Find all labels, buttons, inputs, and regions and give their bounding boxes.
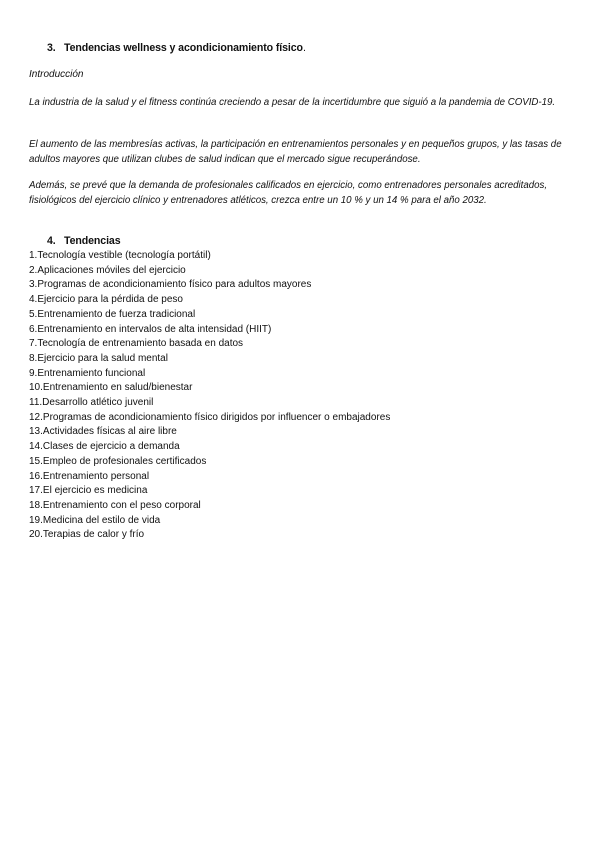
list-item: 16.Entrenamiento personal bbox=[29, 470, 150, 482]
list-item: 19.Medicina del estilo de vida bbox=[29, 514, 161, 526]
list-item: 8.Ejercicio para la salud mental bbox=[29, 352, 168, 364]
list-item: 4.Ejercicio para la pérdida de peso bbox=[29, 294, 183, 306]
list-item: 13.Actividades físicas al aire libre bbox=[29, 426, 177, 438]
intro-paragraph-2: El aumento de las membresías activas, la participación en entrenamientos personales y en pequeños grupos, y las tasas de adultos mayores que utilizan clubes de salud indican que el mercado sigue recuperándose. bbox=[29, 139, 562, 165]
list-item: 14.Clases de ejercicio a demanda bbox=[29, 441, 180, 453]
list-item: 5.Entrenamiento de fuerza tradicional bbox=[29, 308, 196, 320]
list-item: 12.Programas de acondicionamiento físico dirigidos por influencer o embajadores bbox=[29, 411, 391, 423]
list-item: 9.Entrenamiento funcional bbox=[29, 367, 146, 379]
list-item: 20.Terapias de calor y frío bbox=[29, 529, 145, 541]
introduction-label: Introducción bbox=[29, 69, 84, 80]
list-item: 6.Entrenamiento en intervalos de alta intensidad (HIIT) bbox=[29, 323, 272, 335]
section-4-heading bbox=[47, 235, 121, 247]
section-3-title: Tendencias wellness y acondicionamiento físico bbox=[64, 42, 303, 54]
list-item: 11.Desarrollo atlético juvenil bbox=[29, 397, 154, 409]
list-item: 2.Aplicaciones móviles del ejercicio bbox=[29, 264, 186, 276]
section-4-number: 4. bbox=[47, 235, 56, 247]
list-item: 10.Entrenamiento en salud/bienestar bbox=[29, 382, 193, 394]
list-item: 17.El ejercicio es medicina bbox=[29, 485, 148, 497]
list-item: 7.Tecnología de entrenamiento basada en datos bbox=[29, 338, 244, 350]
section-3-heading bbox=[47, 42, 306, 54]
section-4-title: Tendencias bbox=[64, 235, 121, 247]
list-item: 3.Programas de acondicionamiento físico para adultos mayores bbox=[29, 279, 312, 291]
list-item: 15.Empleo de profesionales certificados bbox=[29, 455, 207, 467]
trends-list bbox=[29, 249, 390, 543]
list-item: 18.Entrenamiento con el peso corporal bbox=[29, 499, 201, 511]
intro-paragraph-3: Además, se prevé que la demanda de profesionales calificados en ejercicio, como entrenadores personales acreditados, fisiológicos del ejercicio clínico y entrenadores atléticos, crezca entre un 10 % y un 14 % para el año 2032. bbox=[29, 180, 548, 206]
list-item: 1.Tecnología vestible (tecnología portátil) bbox=[29, 250, 211, 261]
intro-paragraph-1: La industria de la salud y el fitness continúa creciendo a pesar de la incertidumbre que siguió a la pandemia de COVID-19. bbox=[29, 97, 556, 108]
section-3-number: 3. bbox=[47, 42, 56, 54]
section-3-trailing-period: . bbox=[302, 42, 306, 54]
